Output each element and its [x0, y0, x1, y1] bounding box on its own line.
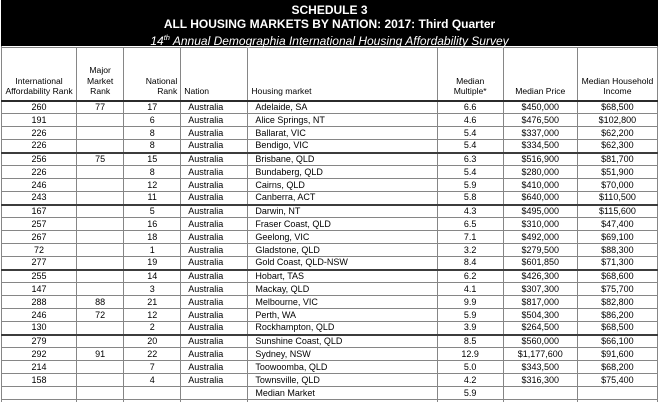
table-cell: Australia — [181, 166, 248, 179]
table-cell: 77 — [77, 101, 124, 114]
table-cell: 22 — [124, 348, 181, 361]
table-cell: Australia — [181, 179, 248, 192]
table-cell: $504,300 — [503, 309, 577, 322]
table-cell: $264,500 — [503, 322, 577, 335]
table-cell — [77, 322, 124, 335]
table-cell: 75 — [77, 153, 124, 166]
table-cell: Melbourne, VIC — [248, 296, 437, 309]
table-cell: $62,300 — [577, 140, 657, 153]
table-cell: 91 — [77, 348, 124, 361]
table-cell: $75,700 — [577, 283, 657, 296]
table-cell: 4.6 — [437, 114, 503, 127]
table-cell: 4.2 — [437, 374, 503, 387]
table-cell: $81,700 — [577, 153, 657, 166]
table-cell: Australia — [181, 101, 248, 114]
table-cell: $88,300 — [577, 244, 657, 257]
table-cell — [77, 140, 124, 153]
table-row — [2, 153, 658, 166]
table-cell: 288 — [2, 296, 77, 309]
table-cell: 14 — [124, 270, 181, 283]
table-cell: 4.1 — [437, 283, 503, 296]
table-cell: Perth, WA — [248, 309, 437, 322]
table-cell: $68,500 — [577, 101, 657, 114]
table-cell: 191 — [2, 114, 77, 127]
table-row — [2, 218, 658, 231]
table-cell: Brisbane, QLD — [248, 153, 437, 166]
table-row — [2, 179, 658, 192]
table-cell: Australia — [181, 322, 248, 335]
table-cell: 16 — [124, 218, 181, 231]
table-cell: 8.4 — [437, 257, 503, 270]
table-row — [2, 283, 658, 296]
table-cell: 8 — [124, 166, 181, 179]
table-cell: 226 — [2, 127, 77, 140]
table-cell: Australia — [181, 270, 248, 283]
table-row — [2, 309, 658, 322]
table-cell: 5 — [124, 205, 181, 218]
table-cell: Adelaide, SA — [248, 101, 437, 114]
table-cell: 5.4 — [437, 166, 503, 179]
table-cell: 5.9 — [437, 179, 503, 192]
table-cell: 6 — [124, 114, 181, 127]
table-cell: 7.1 — [437, 231, 503, 244]
table-cell: 4 — [124, 374, 181, 387]
col-header-nation: Nation — [181, 48, 248, 101]
table-cell: $66,100 — [577, 335, 657, 348]
table-cell: $280,000 — [503, 166, 577, 179]
table-cell: $82,800 — [577, 296, 657, 309]
table-cell: 72 — [77, 309, 124, 322]
table-cell — [77, 205, 124, 218]
col-header-national-rank: National Rank — [124, 48, 181, 101]
table-row — [2, 387, 658, 400]
table-cell: $817,000 — [503, 296, 577, 309]
table-cell: 7 — [124, 361, 181, 374]
table-cell: 11 — [124, 192, 181, 205]
table-cell: Australia — [181, 283, 248, 296]
table-row — [2, 114, 658, 127]
table-header — [2, 48, 658, 101]
table-cell: Ballarat, VIC — [248, 127, 437, 140]
table-cell: Australia — [181, 205, 248, 218]
table-cell: Australia — [181, 140, 248, 153]
table-cell: 5.9 — [437, 387, 503, 400]
table-cell: Hobart, TAS — [248, 270, 437, 283]
survey-subtitle-ordinal: th — [163, 33, 170, 42]
table-cell: 6.6 — [437, 101, 503, 114]
table-cell: 3.2 — [437, 244, 503, 257]
table-cell: 256 — [2, 153, 77, 166]
table-cell: Sydney, NSW — [248, 348, 437, 361]
table-cell: $68,500 — [577, 322, 657, 335]
table-cell: $343,500 — [503, 361, 577, 374]
table-cell — [77, 257, 124, 270]
table-cell: 5.9 — [437, 309, 503, 322]
schedule-number: SCHEDULE 3 — [291, 3, 368, 17]
table-row — [2, 101, 658, 114]
table-cell: Cairns, QLD — [248, 179, 437, 192]
schedule-title-block — [1, 0, 658, 47]
table-cell: $47,400 — [577, 218, 657, 231]
table-cell: $450,000 — [503, 101, 577, 114]
table-row — [2, 205, 658, 218]
table-cell — [77, 127, 124, 140]
survey-subtitle-prefix: 14 — [150, 34, 164, 48]
table-cell: Gladstone, QLD — [248, 244, 437, 257]
table-cell: 15 — [124, 153, 181, 166]
table-cell — [77, 387, 124, 400]
table-cell: Gold Coast, QLD-NSW — [248, 257, 437, 270]
table-cell: 292 — [2, 348, 77, 361]
table-cell: $492,000 — [503, 231, 577, 244]
table-cell: Australia — [181, 231, 248, 244]
table-cell: 147 — [2, 283, 77, 296]
table-cell: 20 — [124, 335, 181, 348]
table-cell: Australia — [181, 335, 248, 348]
table-cell: Bundaberg, QLD — [248, 166, 437, 179]
table-cell: 5.4 — [437, 127, 503, 140]
table-cell: $71,300 — [577, 257, 657, 270]
table-row — [2, 140, 658, 153]
table-cell: 17 — [124, 101, 181, 114]
table-cell: Australia — [181, 153, 248, 166]
table-cell: 19 — [124, 257, 181, 270]
table-cell — [577, 387, 657, 400]
table-cell: 6.5 — [437, 218, 503, 231]
table-row — [2, 322, 658, 335]
col-header-median-price: Median Price — [503, 48, 577, 101]
table-row — [2, 192, 658, 205]
table-cell: Townsville, QLD — [248, 374, 437, 387]
table-cell — [77, 179, 124, 192]
table-cell: Alice Springs, NT — [248, 114, 437, 127]
table-cell: 167 — [2, 205, 77, 218]
table-cell: 255 — [2, 270, 77, 283]
table-cell: 226 — [2, 166, 77, 179]
table-cell — [77, 231, 124, 244]
table-cell — [77, 114, 124, 127]
col-header-median-household-income: Median Household Income — [577, 48, 657, 101]
table-row — [2, 361, 658, 374]
table-cell: $476,500 — [503, 114, 577, 127]
table-cell — [77, 361, 124, 374]
table-cell: $68,200 — [577, 361, 657, 374]
table-cell: $316,300 — [503, 374, 577, 387]
table-cell: 214 — [2, 361, 77, 374]
table-cell: 246 — [2, 179, 77, 192]
table-cell: 12 — [124, 309, 181, 322]
table-cell: 226 — [2, 140, 77, 153]
table-cell: $560,000 — [503, 335, 577, 348]
col-header-major-market-rank: Major Market Rank — [77, 48, 124, 101]
table-row — [2, 257, 658, 270]
table-cell: 277 — [2, 257, 77, 270]
table-cell: $279,500 — [503, 244, 577, 257]
table-cell: 6.2 — [437, 270, 503, 283]
table-cell: 8 — [124, 140, 181, 153]
table-cell: Median Market — [248, 387, 437, 400]
table-cell: Darwin, NT — [248, 205, 437, 218]
table-cell: $601,850 — [503, 257, 577, 270]
table-cell — [77, 335, 124, 348]
table-cell: 12.9 — [437, 348, 503, 361]
col-header-international-affordability-rank: International Affordability Rank — [2, 48, 77, 101]
table-cell: Australia — [181, 348, 248, 361]
table-cell: 267 — [2, 231, 77, 244]
table-cell: 158 — [2, 374, 77, 387]
table-cell — [77, 166, 124, 179]
table-cell: Australia — [181, 374, 248, 387]
table-cell: 243 — [2, 192, 77, 205]
table-cell: 6.3 — [437, 153, 503, 166]
table-cell: Geelong, VIC — [248, 231, 437, 244]
housing-markets-table — [1, 47, 658, 402]
table-cell: Bendigo, VIC — [248, 140, 437, 153]
table-cell: 72 — [2, 244, 77, 257]
table-cell: 12 — [124, 179, 181, 192]
table-cell — [77, 374, 124, 387]
table-cell: Fraser Coast, QLD — [248, 218, 437, 231]
table-cell: $115,600 — [577, 205, 657, 218]
table-cell: $495,000 — [503, 205, 577, 218]
survey-subtitle — [2, 31, 657, 48]
table-row — [2, 270, 658, 283]
table-cell: $62,200 — [577, 127, 657, 140]
table-cell — [77, 283, 124, 296]
table-cell: 279 — [2, 335, 77, 348]
table-cell: $68,600 — [577, 270, 657, 283]
col-header-median-multiple: Median Multiple* — [437, 48, 503, 101]
table-cell: Australia — [181, 127, 248, 140]
table-cell — [503, 387, 577, 400]
table-cell: 5.0 — [437, 361, 503, 374]
table-cell: Toowoomba, QLD — [248, 361, 437, 374]
table-row — [2, 296, 658, 309]
table-cell: 3.9 — [437, 322, 503, 335]
table-cell: 246 — [2, 309, 77, 322]
table-cell: $516,900 — [503, 153, 577, 166]
table-row — [2, 374, 658, 387]
table-cell: Australia — [181, 361, 248, 374]
table-cell: Rockhampton, QLD — [248, 322, 437, 335]
table-cell: Australia — [181, 192, 248, 205]
schedule-sheet — [1, 0, 658, 402]
table-cell: 257 — [2, 218, 77, 231]
table-cell: Canberra, ACT — [248, 192, 437, 205]
table-cell: 8.5 — [437, 335, 503, 348]
table-cell: $307,300 — [503, 283, 577, 296]
table-cell — [77, 270, 124, 283]
table-cell — [77, 192, 124, 205]
table-row — [2, 348, 658, 361]
table-cell — [181, 387, 248, 400]
table-cell: 18 — [124, 231, 181, 244]
table-cell: 5.8 — [437, 192, 503, 205]
table-cell: $91,600 — [577, 348, 657, 361]
table-cell: Australia — [181, 244, 248, 257]
table-cell — [124, 387, 181, 400]
table-cell: $310,000 — [503, 218, 577, 231]
header-row — [2, 48, 658, 101]
table-row — [2, 244, 658, 257]
table-cell: Australia — [181, 309, 248, 322]
table-cell: $1,177,600 — [503, 348, 577, 361]
table-cell: 1 — [124, 244, 181, 257]
table-cell: $334,500 — [503, 140, 577, 153]
table-cell: Sunshine Coast, QLD — [248, 335, 437, 348]
table-cell: Australia — [181, 114, 248, 127]
table-cell — [77, 244, 124, 257]
table-cell: 3 — [124, 283, 181, 296]
table-cell: $640,000 — [503, 192, 577, 205]
table-cell: Australia — [181, 296, 248, 309]
table-cell: $337,000 — [503, 127, 577, 140]
table-cell: $86,200 — [577, 309, 657, 322]
table-cell: $426,300 — [503, 270, 577, 283]
schedule-title: ALL HOUSING MARKETS BY NATION: 2017: Third Quarter — [163, 17, 496, 31]
table-cell: $102,800 — [577, 114, 657, 127]
table-cell: 260 — [2, 101, 77, 114]
table-cell: $51,900 — [577, 166, 657, 179]
survey-subtitle-rest: Annual Demographia International Housing Affordability Survey — [169, 34, 509, 48]
table-cell: 2 — [124, 322, 181, 335]
table-cell — [2, 387, 77, 400]
table-cell: 8 — [124, 127, 181, 140]
col-header-housing-market: Housing market — [248, 48, 437, 101]
table-row — [2, 166, 658, 179]
table-row — [2, 127, 658, 140]
table-row — [2, 231, 658, 244]
table-cell: 21 — [124, 296, 181, 309]
table-cell — [77, 218, 124, 231]
table-cell: $70,000 — [577, 179, 657, 192]
table-cell: 88 — [77, 296, 124, 309]
table-cell: $110,500 — [577, 192, 657, 205]
table-cell: Australia — [181, 218, 248, 231]
table-row — [2, 335, 658, 348]
table-cell: 9.9 — [437, 296, 503, 309]
table-cell: Mackay, QLD — [248, 283, 437, 296]
table-cell: Australia — [181, 257, 248, 270]
table-cell: $75,400 — [577, 374, 657, 387]
table-cell: 130 — [2, 322, 77, 335]
table-body — [2, 101, 658, 402]
table-cell: $69,100 — [577, 231, 657, 244]
table-cell: 5.4 — [437, 140, 503, 153]
table-cell: 4.3 — [437, 205, 503, 218]
table-cell: $410,000 — [503, 179, 577, 192]
